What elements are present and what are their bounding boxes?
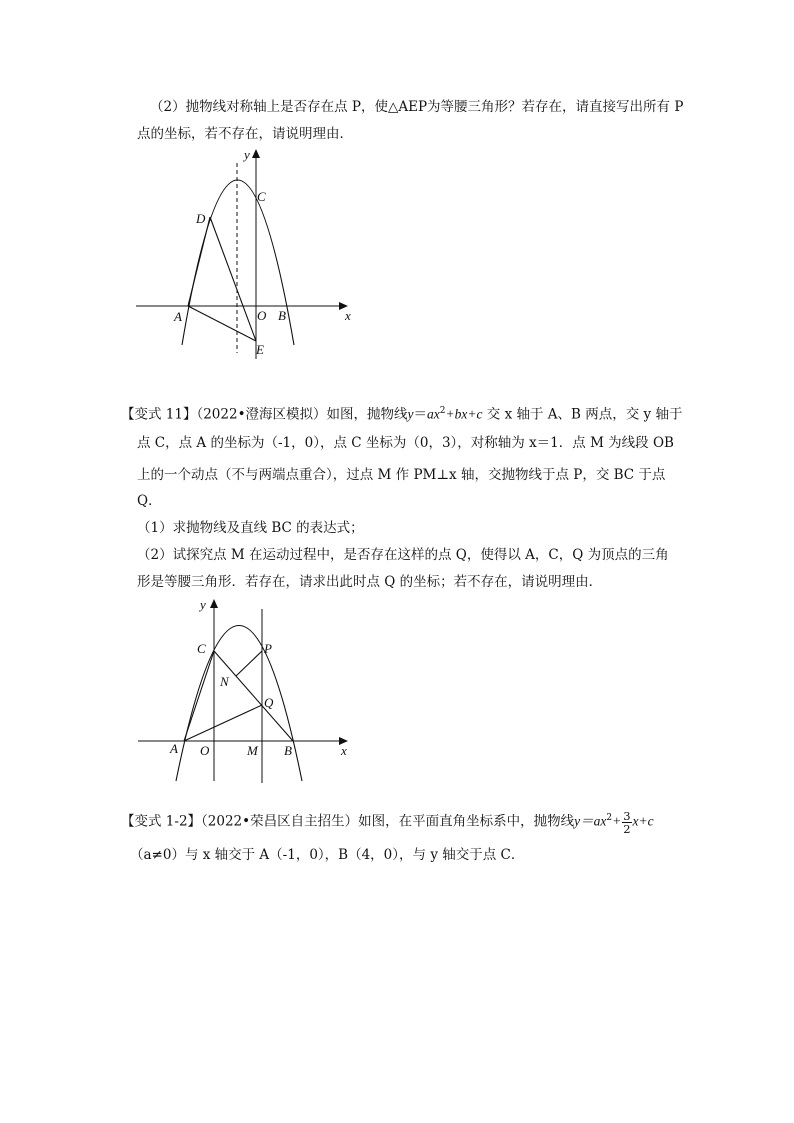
variant11-question2-line2: 形是等腰三角形．若存在，请求出此时点 Q 的坐标；若不存在，请说明理由．	[137, 574, 603, 590]
part2-line1: （2）抛物线对称轴上是否存在点 P，使△AEP为等腰三角形？若存在，请直接写出所有 P	[150, 99, 684, 115]
figure-1	[130, 145, 370, 365]
label-M: M	[247, 743, 258, 758]
label-E: E	[256, 342, 264, 357]
figure-2	[130, 595, 370, 790]
label-A: A	[170, 741, 178, 756]
label-B: B	[284, 743, 292, 758]
label-C: C	[257, 189, 266, 204]
segment-AD	[188, 217, 210, 306]
variant11-line2: 点 C，点 A 的坐标为（-1，0），点 C 坐标为（0，3），对称轴为 x＝1．点 M 为线段 OB	[137, 435, 674, 451]
y-axis-arrow	[252, 149, 260, 158]
variant11-question2-line1: （2）试探究点 M 在运动过程中，是否存在这样的点 Q，使得以 A，C，Q 为顶点的三角	[137, 547, 669, 563]
label-x: x	[341, 743, 347, 758]
label-D: D	[196, 211, 206, 226]
variant12-line2: （a≠0）与 x 轴交于 A（-1，0），B（4，0），与 y 轴交于点 C．	[130, 847, 525, 863]
label-P: P	[264, 641, 272, 656]
part2-line2: 点的坐标，若不存在，请说明理由．	[137, 126, 353, 142]
label-x: x	[345, 308, 351, 323]
label-N: N	[220, 674, 229, 689]
segment-DE	[210, 217, 256, 341]
label-y: y	[244, 147, 250, 162]
label-O: O	[200, 743, 210, 758]
variant11-question1: （1）求抛物线及直线 BC 的表达式；	[137, 520, 364, 536]
label-y: y	[200, 597, 206, 612]
segment-PN	[236, 651, 262, 676]
segment-AC	[184, 651, 214, 741]
label-B: B	[278, 308, 286, 323]
label-Q: Q	[264, 695, 274, 710]
segment-AQ	[184, 705, 262, 741]
variant11-line4: Q．	[137, 493, 162, 509]
variant11-line3: 上的一个动点（不与两端点重合），过点 M 作 PM⊥x 轴，交抛物线于点 P，交 BC 于点	[137, 467, 666, 483]
label-A: A	[174, 309, 182, 324]
label-O: O	[257, 308, 267, 323]
y-axis-arrow	[210, 599, 218, 608]
label-C: C	[197, 641, 206, 656]
fraction-3-2: $\frac{3}{2}$	[623, 808, 631, 836]
variant11-line1: 【变式 11】（2022•澄海区模拟）如图，抛物线$y=ax^2+bx+c$ 交 x 轴于 A、B 两点，交 y 轴于	[121, 406, 683, 423]
variant12-line1: 【变式 1-2】（2022•荣昌区自主招生）如图，在平面直角坐标系中，抛物线$y=ax^2+$ $\frac{3}{2}$ x+c	[121, 808, 654, 836]
segment-AE	[188, 306, 256, 341]
